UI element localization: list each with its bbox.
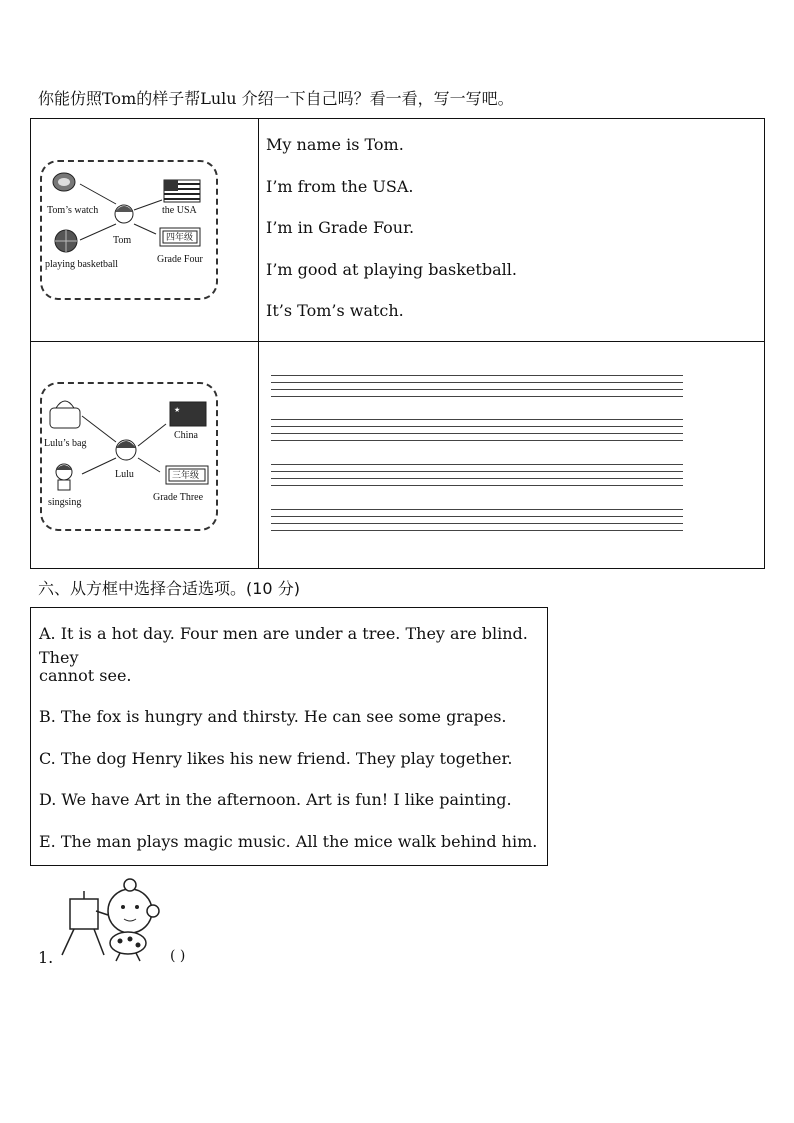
writing-lines-3[interactable] (271, 464, 683, 492)
tom-country-label: the USA (162, 205, 197, 216)
tom-grade-label: Grade Four (157, 254, 203, 265)
tom-sentence: It’s Tom’s watch. (266, 301, 404, 320)
lulu-mindmap-cell (31, 341, 259, 568)
option-line: C. The dog Henry likes his new friend. They play together. (39, 748, 513, 768)
intro-instruction: 你能仿照Tom的样子帮Lulu 介绍一下自己吗？看一看，写一写吧。 (38, 89, 514, 108)
tom-sentence: I’m in Grade Four. (266, 218, 415, 237)
example-table (30, 118, 765, 569)
writing-lines-2[interactable] (271, 419, 683, 447)
tom-sentence: I’m good at playing basketball. (266, 259, 517, 279)
writing-lines-4[interactable] (271, 509, 683, 537)
tom-sentence: My name is Tom. (266, 135, 404, 154)
section-title: 六、从方框中选择合适选项。(10 分) (38, 579, 300, 598)
painting-girl-illustration (60, 877, 164, 963)
tom-sentences-cell (259, 119, 765, 342)
lulu-hobby-label: singsing (48, 496, 82, 508)
writing-area[interactable] (259, 341, 765, 568)
tom-sentences (259, 119, 764, 341)
writing-lines-1[interactable] (271, 375, 683, 403)
question-number: 1. (38, 948, 54, 967)
options-box (30, 607, 548, 866)
tom-sentence: I’m from the USA. (266, 176, 414, 196)
option-line: D. We have Art in the afternoon. Art is fun! I like painting. (39, 790, 512, 809)
option-line: cannot see. (39, 665, 132, 685)
answer-blank[interactable]: ( ) (170, 948, 186, 964)
lulu-grade-label: Grade Three (153, 491, 204, 503)
lulu-bag-label: Lulu’s bag (44, 437, 87, 449)
tom-grade-sign: 四年级 (166, 233, 194, 243)
tom-watch-label: Tom’s watch (47, 205, 99, 216)
tom-mindmap-cell (31, 119, 259, 342)
option-line: E. The man plays magic music. All the mice walk behind him. (39, 831, 538, 851)
tom-center-label: Tom (113, 235, 132, 246)
lulu-grade-sign: 三年级 (172, 470, 200, 481)
lulu-mindmap (40, 382, 218, 531)
option-line: B. The fox is hungry and thirsty. He can see some grapes. (39, 707, 507, 726)
option-line: A. It is a hot day. Four men are under a tree. They are blind. They (39, 624, 528, 667)
svg-text:★: ★ (174, 405, 181, 414)
lulu-center-label: Lulu (115, 468, 134, 480)
tom-mindmap (40, 160, 218, 300)
lulu-country-label: China (174, 429, 198, 441)
tom-hobby-label: playing basketball (45, 259, 119, 270)
